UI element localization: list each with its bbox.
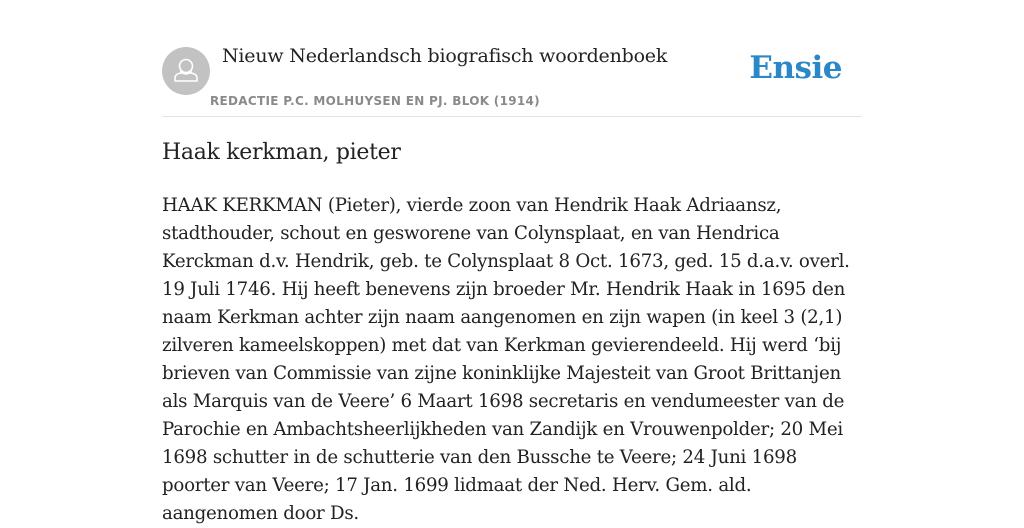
book-editors: REDACTIE P.C. MOLHUYSEN EN PJ. BLOK (1914) [210, 94, 540, 108]
entry-body: HAAK KERKMAN (Pieter), vierde zoon van Hendrik Haak Adriaansz, stadthouder, schout en gesworene van Colynsplaat, en van Hendrica Kerckman d.v. Hendrik, geb. te Colynsplaat 8 Oct. 1673, ged. 15 d.a.v. overl. 19 Juli 1746. Hij heeft benevens zijn broeder Mr. Hendrik Haak in 1695 den naam Kerkman achter zijn naam aangenomen en zijn wapen (in keel 3 (2,1) zilveren kameelskoppen) met dat van Kerkman gevierendeeld. Hij werd ‘bij brieven van Commissie van zijne koninklijke Majesteit van Groot Brittanjen als Marquis van de Veere’ 6 Maart 1698 secretaris en vendumeester van de Parochie en Ambachtsheerlijkheden van Zandijk en Vrouwenpolder; 20 Mei 1698 schutter in de schutterie van den Bussche te Veere; 24 Juni 1698 poorter van Veere; 17 Jan. 1699 lidmaat der Ned. Herv. Gem. ald. aangenomen door Ds. [162, 195, 850, 524]
source-header [162, 40, 862, 117]
book-title[interactable]: Nieuw Nederlandsch biografisch woordenboek [222, 45, 668, 67]
entry-title: Haak kerkman, pieter [162, 140, 401, 165]
user-icon [162, 47, 210, 95]
brand-logo[interactable]: Ensie [749, 50, 842, 86]
avatar[interactable] [162, 47, 210, 95]
